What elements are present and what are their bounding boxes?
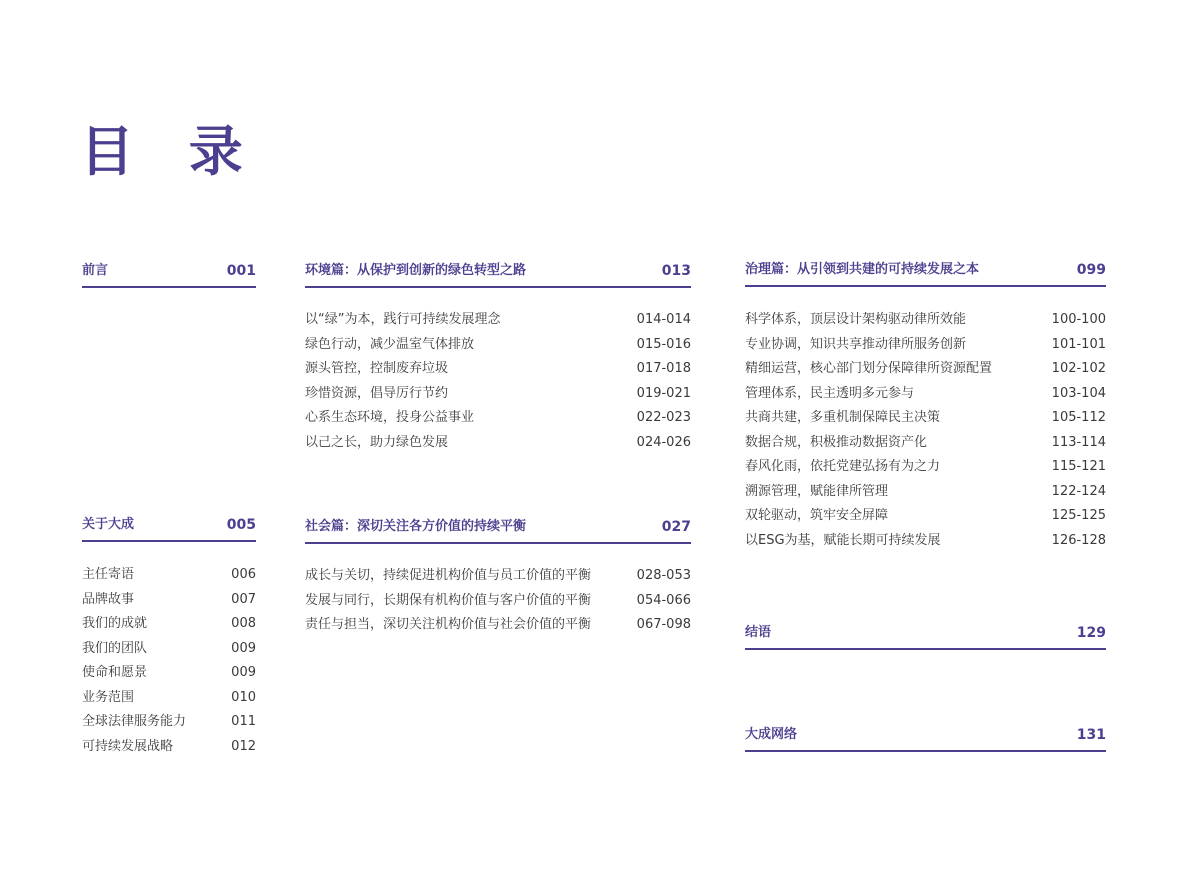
toc-item[interactable] xyxy=(745,480,1106,505)
toc-item-page: 122-124 xyxy=(1051,483,1106,499)
toc-item-page: 101-101 xyxy=(1051,336,1106,352)
toc-item[interactable] xyxy=(305,406,691,431)
toc-item-page: 054-066 xyxy=(636,592,691,608)
toc-item-page: 126-128 xyxy=(1051,532,1106,548)
toc-item[interactable] xyxy=(745,357,1106,382)
section-about xyxy=(82,516,256,759)
toc-item-label: 我们的团队 xyxy=(82,640,148,656)
toc-item[interactable] xyxy=(745,455,1106,480)
section-page-number: 129 xyxy=(1076,625,1106,641)
section-title: 社会篇：深切关注各方价值的持续平衡 xyxy=(305,519,527,534)
toc-item-label: 双轮驱动，筑牢安全屏障 xyxy=(745,508,889,523)
toc-item-page: 012 xyxy=(231,738,256,754)
toc-item-label: 以“绿”为本，践行可持续发展理念 xyxy=(305,312,501,327)
toc-item-label: 品牌故事 xyxy=(82,591,135,607)
section-title: 前言 xyxy=(82,263,109,278)
toc-item[interactable] xyxy=(82,563,256,588)
toc-item-page: 067-098 xyxy=(636,617,691,632)
toc-item-label: 业务范围 xyxy=(82,689,135,705)
toc-item-label: 精细运营，核心部门划分保障律所资源配置 xyxy=(745,361,993,376)
toc-item[interactable] xyxy=(305,613,691,638)
toc-item-label: 我们的成就 xyxy=(82,616,148,631)
toc-item[interactable] xyxy=(745,431,1106,456)
section-header[interactable] xyxy=(82,516,256,542)
section-title: 结语 xyxy=(745,625,772,640)
section-page-number: 131 xyxy=(1076,727,1106,743)
toc-item-page: 024-026 xyxy=(636,434,691,450)
toc-item[interactable] xyxy=(745,308,1106,333)
toc-item[interactable] xyxy=(305,308,691,333)
toc-item-page: 009 xyxy=(231,665,256,680)
toc-item[interactable] xyxy=(305,382,691,407)
toc-item[interactable] xyxy=(305,564,691,589)
toc-item-label: 绿色行动，减少温室气体排放 xyxy=(305,336,475,352)
toc-item[interactable] xyxy=(745,406,1106,431)
toc-item[interactable] xyxy=(305,357,691,382)
toc-item[interactable] xyxy=(305,333,691,358)
toc-item[interactable] xyxy=(745,333,1106,358)
section-title: 大成网络 xyxy=(745,727,798,742)
toc-item-page: 007 xyxy=(231,591,256,607)
toc-item-page: 100-100 xyxy=(1051,312,1106,327)
toc-item[interactable] xyxy=(82,637,256,662)
toc-item-page: 006 xyxy=(231,567,256,582)
section-page-number: 013 xyxy=(661,263,691,279)
toc-item-label: 发展与同行，长期保有机构价值与客户价值的平衡 xyxy=(305,592,592,608)
toc-item[interactable] xyxy=(82,612,256,637)
toc-item[interactable] xyxy=(305,589,691,614)
section-header[interactable] xyxy=(745,726,1106,752)
toc-item[interactable] xyxy=(82,588,256,613)
section-page-number: 099 xyxy=(1076,262,1106,278)
toc-item-page: 008 xyxy=(231,616,256,631)
toc-item-label: 成长与关切，持续促进机构价值与员工价值的平衡 xyxy=(305,568,592,583)
toc-list xyxy=(82,563,256,759)
toc-item-page: 103-104 xyxy=(1051,385,1106,401)
toc-list xyxy=(745,308,1106,553)
toc-item-label: 以己之长，助力绿色发展 xyxy=(305,434,449,450)
toc-item[interactable] xyxy=(305,431,691,456)
section-page-number: 005 xyxy=(226,517,256,533)
toc-item[interactable] xyxy=(745,529,1106,554)
toc-item-label: 共商共建，多重机制保障民主决策 xyxy=(745,410,941,425)
section-title: 治理篇：从引领到共建的可持续发展之本 xyxy=(745,262,980,277)
toc-list xyxy=(305,564,691,638)
toc-item-label: 心系生态环境，投身公益事业 xyxy=(305,410,475,425)
section-page-number: 001 xyxy=(226,263,256,279)
toc-item-page: 105-112 xyxy=(1051,410,1106,425)
toc-item-label: 专业协调，知识共享推动律所服务创新 xyxy=(745,336,967,352)
toc-item-page: 125-125 xyxy=(1051,508,1106,523)
section-header[interactable] xyxy=(745,261,1106,287)
toc-item-label: 管理体系，民主透明多元参与 xyxy=(745,385,915,401)
section-social xyxy=(305,518,691,638)
toc-item-label: 源头管控，控制废弃垃圾 xyxy=(305,361,449,376)
section-title: 环境篇：从保护到创新的绿色转型之路 xyxy=(305,263,527,278)
section-header[interactable] xyxy=(305,518,691,544)
page-title: 目 录 xyxy=(80,120,261,183)
toc-item[interactable] xyxy=(82,686,256,711)
toc-item-page: 010 xyxy=(231,689,256,705)
toc-item-label: 溯源管理，赋能律所管理 xyxy=(745,483,889,499)
section-governance xyxy=(745,261,1106,553)
toc-item-page: 102-102 xyxy=(1051,361,1106,376)
toc-item-label: 数据合规，积极推动数据资产化 xyxy=(745,434,928,450)
toc-item-page: 011 xyxy=(231,714,256,729)
toc-item-page: 019-021 xyxy=(636,385,691,401)
toc-item-label: 使命和愿景 xyxy=(82,665,148,680)
toc-item-page: 015-016 xyxy=(636,336,691,352)
toc-item[interactable] xyxy=(82,735,256,760)
toc-item-label: 主任寄语 xyxy=(82,567,135,582)
section-header[interactable] xyxy=(745,624,1106,650)
toc-item-label: 春风化雨，依托党建弘扬有为之力 xyxy=(745,459,941,474)
toc-item-label: 科学体系，顶层设计架构驱动律所效能 xyxy=(745,312,967,327)
toc-item-label: 全球法律服务能力 xyxy=(82,714,187,729)
section-network xyxy=(745,726,1106,752)
section-environment xyxy=(305,262,691,455)
toc-item-page: 115-121 xyxy=(1051,459,1106,474)
toc-item-page: 017-018 xyxy=(636,361,691,376)
section-header[interactable] xyxy=(305,262,691,288)
section-title: 关于大成 xyxy=(82,517,135,532)
toc-item[interactable] xyxy=(82,661,256,686)
toc-item-label: 珍惜资源，倡导厉行节约 xyxy=(305,385,449,401)
toc-item[interactable] xyxy=(745,382,1106,407)
toc-item-label: 以ESG为基，赋能长期可持续发展 xyxy=(745,532,941,548)
toc-item[interactable] xyxy=(745,504,1106,529)
toc-list xyxy=(305,308,691,455)
section-page-number: 027 xyxy=(661,519,691,535)
toc-item-page: 014-014 xyxy=(636,312,691,327)
toc-item-label: 责任与担当，深切关注机构价值与社会价值的平衡 xyxy=(305,617,592,632)
toc-item-label: 可持续发展战略 xyxy=(82,738,174,754)
toc-item-page: 113-114 xyxy=(1051,434,1106,450)
toc-item-page: 028-053 xyxy=(636,568,691,583)
section-header[interactable] xyxy=(82,262,256,288)
toc-item[interactable] xyxy=(82,710,256,735)
toc-item-page: 009 xyxy=(231,640,256,656)
section-preface xyxy=(82,262,256,288)
toc-item-page: 022-023 xyxy=(636,410,691,425)
section-conclusion xyxy=(745,624,1106,650)
